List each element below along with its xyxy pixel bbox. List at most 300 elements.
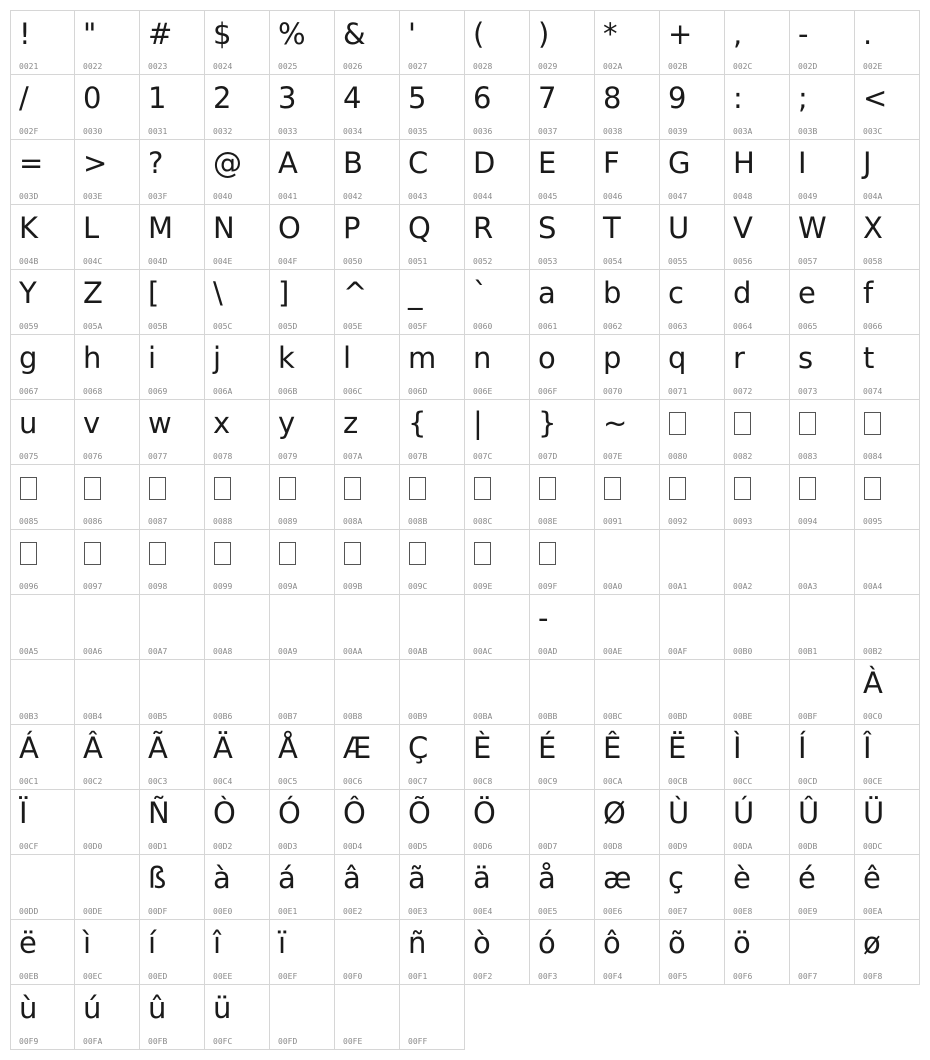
glyph-char: ^: [343, 276, 368, 310]
glyph-cell: [205, 595, 270, 660]
codepoint-label: 0053: [538, 257, 558, 266]
glyph-char: Y: [19, 276, 37, 310]
glyph-cell: [270, 205, 335, 270]
glyph-cell: [660, 725, 725, 790]
codepoint-label: 0076: [83, 452, 103, 461]
codepoint-label: 0065: [798, 322, 818, 331]
codepoint-label: 0055: [668, 257, 688, 266]
glyph-cell: [790, 465, 855, 530]
codepoint-label: 00B7: [278, 712, 298, 721]
glyph-char: [: [148, 276, 160, 310]
codepoint-label: 005E: [343, 322, 363, 331]
glyph-char: 5: [408, 81, 427, 115]
glyph-cell: [530, 400, 595, 465]
glyph-char: ?: [148, 146, 164, 180]
glyph-cell: [790, 400, 855, 465]
glyph-cell: [725, 205, 790, 270]
glyph-cell: [790, 660, 855, 725]
glyph-char: }: [538, 406, 557, 440]
glyph-cell: [790, 725, 855, 790]
glyph-cell: [465, 595, 530, 660]
glyph-cell: [465, 465, 530, 530]
glyph-char: :: [733, 81, 743, 115]
glyph-cell: [660, 530, 725, 595]
codepoint-label: 00FD: [278, 1037, 298, 1046]
codepoint-label: 007C: [473, 452, 493, 461]
codepoint-label: 0026: [343, 62, 363, 71]
glyph-cell: [660, 270, 725, 335]
glyph-cell: [660, 75, 725, 140]
glyph-cell: [855, 400, 920, 465]
glyph-cell: [660, 400, 725, 465]
glyph-cell: [400, 855, 465, 920]
glyph-cell: [790, 270, 855, 335]
glyph-char: N: [213, 211, 235, 245]
codepoint-label: 0080: [668, 452, 688, 461]
codepoint-label: 0071: [668, 387, 688, 396]
codepoint-label: 00F2: [473, 972, 493, 981]
codepoint-label: 00EB: [19, 972, 39, 981]
glyph-char: ç: [668, 861, 684, 895]
glyph-cell: [335, 465, 400, 530]
codepoint-label: 0029: [538, 62, 558, 71]
glyph-cell: [595, 270, 660, 335]
glyph-cell: [270, 920, 335, 985]
glyph-char: +: [668, 17, 693, 51]
codepoint-label: 00C5: [278, 777, 298, 786]
codepoint-label: 0099: [213, 582, 233, 591]
glyph-cell: [140, 855, 205, 920]
glyph-cell: [400, 140, 465, 205]
codepoint-label: 00FA: [83, 1037, 103, 1046]
glyph-char: e: [798, 276, 816, 310]
glyph-cell: [335, 10, 400, 75]
glyph-char: â: [343, 861, 361, 895]
glyph-char: 4: [343, 81, 362, 115]
glyph-cell: [660, 660, 725, 725]
codepoint-label: 00AC: [473, 647, 493, 656]
codepoint-label: 00DD: [19, 907, 39, 916]
glyph-char: -: [538, 601, 549, 635]
codepoint-label: 00E9: [798, 907, 818, 916]
codepoint-label: 0023: [148, 62, 168, 71]
glyph-char: o: [538, 341, 556, 375]
glyph-cell: [595, 75, 660, 140]
codepoint-label: 00DB: [798, 842, 818, 851]
glyph-cell: [10, 790, 75, 855]
codepoint-label: 00AD: [538, 647, 558, 656]
codepoint-label: 006F: [538, 387, 558, 396]
codepoint-label: 009C: [408, 582, 428, 591]
glyph-cell: [595, 465, 660, 530]
glyph-char: X: [863, 211, 883, 245]
glyph-char: Ù: [668, 796, 690, 830]
glyph-cell: [400, 400, 465, 465]
codepoint-label: 00A8: [213, 647, 233, 656]
glyph-char: ú: [83, 991, 102, 1025]
glyph-char: |: [473, 406, 483, 440]
codepoint-label: 0085: [19, 517, 39, 526]
glyph-char: ]: [278, 276, 290, 310]
glyph-cell: [725, 660, 790, 725]
glyph-cell: [465, 725, 530, 790]
glyph-cell: [790, 530, 855, 595]
missing-glyph-box: [864, 412, 881, 435]
glyph-cell: [335, 335, 400, 400]
codepoint-label: 0082: [733, 452, 753, 461]
glyph-char: È: [473, 731, 492, 765]
glyph-cell: [75, 985, 140, 1050]
missing-glyph-box: [734, 412, 751, 435]
glyph-char: ù: [19, 991, 38, 1025]
glyph-cell: [205, 270, 270, 335]
codepoint-label: 0046: [603, 192, 623, 201]
glyph-char: Å: [278, 731, 298, 765]
missing-glyph-box: [409, 477, 426, 500]
codepoint-label: 0025: [278, 62, 298, 71]
glyph-char: v: [83, 406, 101, 440]
glyph-char: n: [473, 341, 492, 375]
codepoint-label: 0077: [148, 452, 168, 461]
codepoint-label: 0030: [83, 127, 103, 136]
glyph-char: Q: [408, 211, 431, 245]
codepoint-label: 00C3: [148, 777, 168, 786]
codepoint-label: 00DA: [733, 842, 753, 851]
glyph-cell: [595, 595, 660, 660]
glyph-cell: [790, 595, 855, 660]
codepoint-label: 0067: [19, 387, 39, 396]
codepoint-label: 0062: [603, 322, 623, 331]
glyph-char: q: [668, 341, 687, 375]
glyph-char: 9: [668, 81, 687, 115]
codepoint-label: 0056: [733, 257, 753, 266]
codepoint-label: 00FE: [343, 1037, 363, 1046]
glyph-cell: [400, 725, 465, 790]
codepoint-label: 00B1: [798, 647, 818, 656]
codepoint-label: 00AB: [408, 647, 428, 656]
glyph-char: ;: [798, 81, 808, 115]
glyph-cell: [530, 790, 595, 855]
glyph-cell: [855, 75, 920, 140]
codepoint-label: 0074: [863, 387, 883, 396]
glyph-char: R: [473, 211, 494, 245]
codepoint-label: 006A: [213, 387, 233, 396]
codepoint-label: 00E1: [278, 907, 298, 916]
glyph-char: ä: [473, 861, 491, 895]
codepoint-label: 00AA: [343, 647, 363, 656]
codepoint-label: 00CD: [798, 777, 818, 786]
glyph-cell: [205, 725, 270, 790]
codepoint-label: 004E: [213, 257, 233, 266]
glyph-char: Ò: [213, 796, 236, 830]
glyph-cell: [75, 660, 140, 725]
codepoint-label: 003C: [863, 127, 883, 136]
codepoint-label: 0054: [603, 257, 623, 266]
glyph-char: ~: [603, 406, 628, 440]
codepoint-label: 00E0: [213, 907, 233, 916]
glyph-cell: [790, 790, 855, 855]
codepoint-label: 0042: [343, 192, 363, 201]
codepoint-label: 0084: [863, 452, 883, 461]
glyph-char: ü: [213, 991, 232, 1025]
codepoint-label: 009A: [278, 582, 298, 591]
glyph-cell: [400, 270, 465, 335]
glyph-cell: [855, 790, 920, 855]
codepoint-label: 0072: [733, 387, 753, 396]
glyph-cell: [465, 400, 530, 465]
glyph-cell: [335, 790, 400, 855]
codepoint-label: 0037: [538, 127, 558, 136]
glyph-cell: [75, 75, 140, 140]
codepoint-label: 0098: [148, 582, 168, 591]
codepoint-label: 00DF: [148, 907, 168, 916]
codepoint-label: 0027: [408, 62, 428, 71]
glyph-cell: [660, 10, 725, 75]
codepoint-label: 0075: [19, 452, 39, 461]
glyph-char: >: [83, 146, 108, 180]
glyph-cell: [855, 530, 920, 595]
glyph-cell: [400, 205, 465, 270]
codepoint-label: 00B8: [343, 712, 363, 721]
codepoint-label: 00AE: [603, 647, 623, 656]
glyph-char: I: [798, 146, 807, 180]
glyph-cell: [465, 660, 530, 725]
codepoint-label: 00C4: [213, 777, 233, 786]
glyph-char: ê: [863, 861, 881, 895]
glyph-char: (: [473, 17, 485, 51]
codepoint-label: 003B: [798, 127, 818, 136]
glyph-cell: [855, 270, 920, 335]
codepoint-label: 00CC: [733, 777, 753, 786]
glyph-cell: [75, 140, 140, 205]
codepoint-label: 0052: [473, 257, 493, 266]
glyph-cell: [790, 335, 855, 400]
codepoint-label: 00DE: [83, 907, 103, 916]
glyph-cell: [725, 270, 790, 335]
glyph-cell: [75, 855, 140, 920]
codepoint-label: 004F: [278, 257, 298, 266]
glyph-cell: [75, 530, 140, 595]
glyph-cell: [465, 205, 530, 270]
codepoint-label: 0038: [603, 127, 623, 136]
glyph-char: ì: [83, 926, 92, 960]
codepoint-label: 00E2: [343, 907, 363, 916]
codepoint-label: 0094: [798, 517, 818, 526]
glyph-cell: [75, 10, 140, 75]
glyph-char: k: [278, 341, 295, 375]
glyph-cell: [205, 75, 270, 140]
glyph-cell: [855, 205, 920, 270]
glyph-char: ï: [278, 926, 287, 960]
codepoint-label: 009F: [538, 582, 558, 591]
codepoint-label: 0091: [603, 517, 623, 526]
codepoint-label: 002B: [668, 62, 688, 71]
codepoint-label: 00FF: [408, 1037, 428, 1046]
codepoint-label: 007B: [408, 452, 428, 461]
codepoint-label: 00BA: [473, 712, 493, 721]
glyph-char: Ú: [733, 796, 755, 830]
glyph-cell: [790, 855, 855, 920]
glyph-char: p: [603, 341, 622, 375]
glyph-char: À: [863, 666, 883, 700]
codepoint-label: 0036: [473, 127, 493, 136]
glyph-char: Ë: [668, 731, 687, 765]
glyph-cell: [335, 595, 400, 660]
codepoint-label: 006E: [473, 387, 493, 396]
codepoint-label: 0043: [408, 192, 428, 201]
missing-glyph-box: [214, 477, 231, 500]
glyph-char: %: [278, 17, 306, 51]
codepoint-label: 006D: [408, 387, 428, 396]
glyph-char: s: [798, 341, 814, 375]
codepoint-label: 006B: [278, 387, 298, 396]
glyph-char: P: [343, 211, 361, 245]
codepoint-label: 0024: [213, 62, 233, 71]
glyph-cell: [790, 10, 855, 75]
codepoint-label: 008E: [538, 517, 558, 526]
glyph-cell: [595, 205, 660, 270]
codepoint-label: 0088: [213, 517, 233, 526]
glyph-cell: [595, 400, 660, 465]
glyph-cell: [660, 855, 725, 920]
missing-glyph-box: [604, 477, 621, 500]
glyph-char: B: [343, 146, 363, 180]
glyph-char: 3: [278, 81, 297, 115]
glyph-char: 8: [603, 81, 622, 115]
glyph-cell: [530, 725, 595, 790]
codepoint-label: 00A2: [733, 582, 753, 591]
glyph-cell: [205, 10, 270, 75]
codepoint-label: 007E: [603, 452, 623, 461]
glyph-char: ó: [538, 926, 556, 960]
glyph-cell: [725, 335, 790, 400]
codepoint-label: 003F: [148, 192, 168, 201]
glyph-char: .: [863, 17, 873, 51]
glyph-cell: [855, 855, 920, 920]
glyph-char: y: [278, 406, 296, 440]
glyph-cell: [10, 270, 75, 335]
glyph-char: Ç: [408, 731, 429, 765]
glyph-char: /: [19, 81, 29, 115]
codepoint-label: 00F8: [863, 972, 883, 981]
missing-glyph-box: [344, 477, 361, 500]
glyph-cell: [595, 725, 660, 790]
glyph-cell: [10, 920, 75, 985]
glyph-cell: [10, 725, 75, 790]
glyph-char: M: [148, 211, 174, 245]
glyph-char: Ô: [343, 796, 366, 830]
glyph-cell: [335, 660, 400, 725]
glyph-cell: [855, 140, 920, 205]
codepoint-label: 0073: [798, 387, 818, 396]
glyph-cell: [335, 140, 400, 205]
codepoint-label: 00A5: [19, 647, 39, 656]
codepoint-label: 00C7: [408, 777, 428, 786]
glyph-cell: [725, 790, 790, 855]
glyph-char: l: [343, 341, 352, 375]
codepoint-label: 00C9: [538, 777, 558, 786]
glyph-cell: [10, 205, 75, 270]
glyph-char: E: [538, 146, 557, 180]
glyph-cell: [530, 595, 595, 660]
codepoint-label: 0058: [863, 257, 883, 266]
missing-glyph-box: [539, 477, 556, 500]
glyph-char: !: [19, 17, 31, 51]
glyph-cell: [75, 920, 140, 985]
codepoint-label: 0070: [603, 387, 623, 396]
glyph-cell: [660, 140, 725, 205]
codepoint-label: 00EF: [278, 972, 298, 981]
codepoint-label: 00FB: [148, 1037, 168, 1046]
glyph-cell: [270, 855, 335, 920]
codepoint-label: 0066: [863, 322, 883, 331]
codepoint-label: 00F5: [668, 972, 688, 981]
codepoint-label: 00B0: [733, 647, 753, 656]
codepoint-label: 00F0: [343, 972, 363, 981]
glyph-cell: [660, 465, 725, 530]
glyph-char: T: [603, 211, 621, 245]
glyph-cell: [270, 335, 335, 400]
glyph-cell: [465, 140, 530, 205]
glyph-cell: [75, 465, 140, 530]
codepoint-label: 0063: [668, 322, 688, 331]
glyph-cell: [725, 595, 790, 660]
glyph-char: -: [798, 17, 809, 51]
codepoint-label: 002C: [733, 62, 753, 71]
missing-glyph-box: [20, 542, 37, 565]
glyph-cell: [140, 920, 205, 985]
glyph-char: 0: [83, 81, 102, 115]
codepoint-label: 0040: [213, 192, 233, 201]
glyph-cell: [140, 400, 205, 465]
glyph-cell: [855, 595, 920, 660]
glyph-char: ô: [603, 926, 621, 960]
codepoint-label: 0045: [538, 192, 558, 201]
glyph-char: D: [473, 146, 496, 180]
glyph-cell: [205, 335, 270, 400]
missing-glyph-box: [84, 477, 101, 500]
codepoint-label: 002F: [19, 127, 39, 136]
glyph-cell: [595, 530, 660, 595]
glyph-cell: [10, 75, 75, 140]
glyph-cell: [530, 75, 595, 140]
glyph-cell: [75, 400, 140, 465]
glyph-cell: [530, 855, 595, 920]
glyph-cell: [465, 270, 530, 335]
glyph-cell: [140, 270, 205, 335]
glyph-cell: [335, 530, 400, 595]
glyph-cell: [725, 465, 790, 530]
codepoint-label: 00A4: [863, 582, 883, 591]
glyph-cell: [140, 75, 205, 140]
glyph-cell: [10, 400, 75, 465]
glyph-cell: [595, 140, 660, 205]
codepoint-label: 008C: [473, 517, 493, 526]
glyph-cell: [270, 725, 335, 790]
codepoint-label: 0049: [798, 192, 818, 201]
codepoint-label: 00BF: [798, 712, 818, 721]
missing-glyph-box: [279, 477, 296, 500]
codepoint-label: 004A: [863, 192, 883, 201]
codepoint-label: 00F1: [408, 972, 428, 981]
glyph-char: Ü: [863, 796, 885, 830]
glyph-cell: [400, 530, 465, 595]
glyph-cell: [270, 75, 335, 140]
glyph-char: H: [733, 146, 755, 180]
codepoint-label: 00BB: [538, 712, 558, 721]
glyph-cell: [465, 75, 530, 140]
glyph-cell: [855, 660, 920, 725]
